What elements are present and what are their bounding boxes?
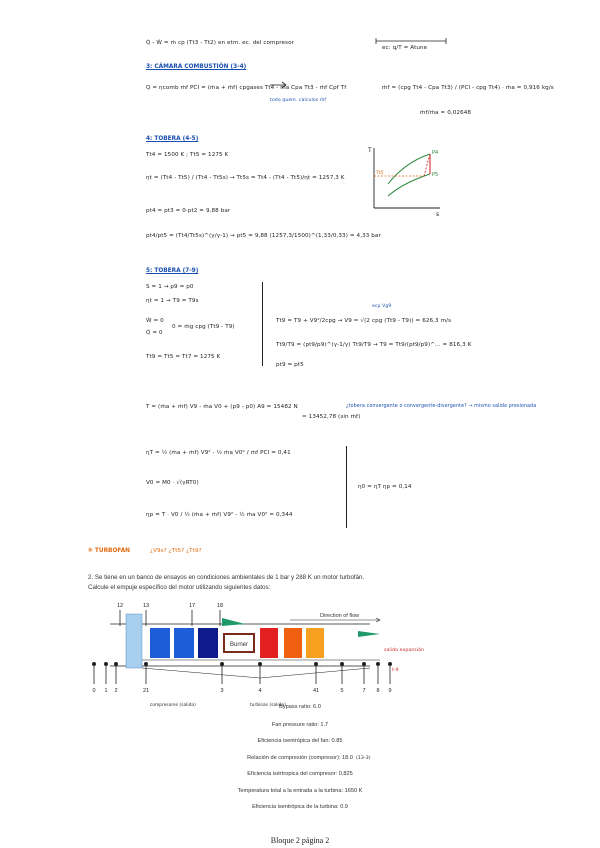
station-dot-9 <box>388 662 391 665</box>
note-energy-equation: Q̇ - Ẇ = ṁ cp (Tt3 - Tt2) en etm. ec. del compresor <box>146 40 294 46</box>
spec-fan-eff: Eficiencia isentrópica del fan: 0.85 <box>257 738 343 744</box>
brace-right <box>346 446 347 528</box>
svg-text:Direction of flow: Direction of flow <box>320 613 360 619</box>
spec-comp-ratio: Relación de compresión (compresor): 18.0 <box>247 755 353 761</box>
note-top-right: ec: q/T = Atune <box>382 45 428 51</box>
station-label-5: 5 <box>340 688 344 694</box>
thrust-note: ¿tobera convergente o convergente-divergente? → mismo salida presionada <box>346 404 537 409</box>
nozzle-tag: ecp Vg9 <box>372 304 392 309</box>
station-dot-41 <box>314 662 317 665</box>
label-compressor: compresores (salida) <box>150 702 196 707</box>
nozzle-line-4: Q̇ = 0 <box>146 330 163 336</box>
station-label-9: 9 <box>388 688 392 694</box>
label-exit: salida expansión <box>384 648 425 653</box>
station-label-3: 3 <box>220 688 224 694</box>
station-dot-0 <box>92 662 95 665</box>
svg-text:Tt5: Tt5 <box>376 171 384 176</box>
station-dot-2 <box>114 662 117 665</box>
spec-comp-eff: Eficiencia isértropica del compresor: 0.825 <box>247 771 353 777</box>
station-label-0: 0 <box>92 688 96 694</box>
station-label-41: 41 <box>312 688 320 694</box>
station-dot-8 <box>376 662 379 665</box>
ts-diagram-sketch <box>368 144 448 216</box>
combustion-equation: Q = ηcomb ṁf PCI = (ṁa + ṁf) cpgases Tt4 - ṁa Cpa Tt3 - ṁf Cpf Tf <box>146 85 347 91</box>
turbine-efficiency: ηt = (Tt4 - Tt5) / (Tt4 - Tt5s) → Tt5s = Tt4 - (Tt4 - Tt5)/ηt = 1257,3 K <box>146 175 345 181</box>
fuel-air-ratio: ṁf/ṁa = 0,02648 <box>420 110 472 116</box>
spec-comp-ratio-note: (13-3) <box>356 756 371 761</box>
svg-text:P4: P4 <box>432 150 439 156</box>
station-dot-1 <box>104 662 107 665</box>
turbofan-diagram <box>80 598 400 698</box>
station-label-7: 7 <box>362 688 366 694</box>
page-footer: Bloque 2 página 2 <box>270 836 330 845</box>
nozzle-static-temp: Tt9/T9 = (pt9/p9)^(γ-1/γ) Tt9/T9 → T9 = Tt9/(pt9/p9)^... = 816,3 K <box>276 342 472 348</box>
spec-tt-inlet: Temperatura total a la entrada a la turbina: 1650 K <box>237 788 363 794</box>
nozzle-line-1: S = 1 → p9 = p0 <box>146 284 194 290</box>
svg-text:s: s <box>436 211 440 218</box>
svg-text:T: T <box>368 147 372 154</box>
fuel-flow-result: ṁf = (cpg Tt4 - Cpa Tt3) / (PCI - cpg Tt4) · ṁa = 0,916 kg/s <box>382 85 554 91</box>
station-label-4: 4 <box>258 688 262 694</box>
station-label-8: 8 <box>376 688 380 694</box>
thrust-equation: T = (ṁa + ṁf) V9 - ṁa V0 + (p9 - p0) A9 = 15482 N <box>146 404 298 410</box>
label-exit-sub: t-9 <box>392 668 399 673</box>
station-dot-4 <box>258 662 261 665</box>
nozzle-line-5: 0 = ṁg cpg (Tt9 - T9) <box>172 324 235 330</box>
station-dot-21 <box>144 662 147 665</box>
station-dot-7 <box>362 662 365 665</box>
svg-text:P5: P5 <box>432 172 439 178</box>
fan-block <box>126 614 142 668</box>
combustion-arrow-note: todo quem. calculos ṁf <box>270 98 327 103</box>
turbine-temps: Tt4 = 1500 K ; Tt5 = 1275 K <box>146 152 229 158</box>
nozzle-line-2: ηt = 1 → T9 = T9s <box>146 298 199 304</box>
station-label-2: 2 <box>114 688 118 694</box>
problem-line-1: 2. Se tiene en un banco de ensayos en condiciones ambientales de 1 bar y 288 K un motor turbofán. <box>88 574 365 581</box>
section-4-title: 4: TOBERA (4-5) <box>146 136 199 142</box>
station-label-12: 12 <box>116 603 124 609</box>
spec-turb-eff: Eficiencia isentrópica de la turbina: 0.9 <box>252 804 348 810</box>
station-label-18: 18 <box>216 603 224 609</box>
turbine-pressure-ratio: pt4/pt5 = (Tt4/Tt5s)^(γ/γ-1) → pt5 = 9,88 (1257,3/1500)^(1,33/0,33) = 4,33 bar <box>146 233 381 239</box>
section-3-title: 3: CÁMARA COMBUSTIÓN (3-4) <box>146 64 247 70</box>
flight-velocity: V0 = M0 · √(γRT0) <box>146 480 199 486</box>
nozzle-line-6: Tt9 = Tt5 = Tt7 = 1275 K <box>146 354 221 360</box>
station-dot-3 <box>220 662 223 665</box>
station-dot-5 <box>340 662 343 665</box>
burner-label: Burner <box>229 642 249 648</box>
station-label-13: 13 <box>142 603 150 609</box>
thrust-without-fuel: ≈ 13452,78 (sin ṁf) <box>302 414 361 420</box>
nozzle-velocity: Tt9 = T9 + V9²/2cpg → V9 = √(2 cpg (Tt9 - T9)) = 626,3 m/s <box>276 318 452 324</box>
overall-efficiency: η0 = ηT ηp = 0,14 <box>358 484 412 490</box>
problem-line-2: Calcule el empuje específico del motor utilizando siguientes datos: <box>88 584 271 591</box>
section-5-title: 5: TOBERA (7-9) <box>146 268 199 274</box>
spec-fan-pr: Fan pressure ratio: 1.7 <box>271 722 329 728</box>
nozzle-line-3: Ẇ = 0 <box>146 318 164 324</box>
turbine-pressure: pt4 = pt3 = 0·pt2 = 9,88 bar <box>146 208 231 214</box>
station-label-1: 1 <box>104 688 108 694</box>
arrow-icon <box>270 80 290 90</box>
label-turbine: turbinas (salida) <box>250 702 286 707</box>
top-axis-line <box>376 36 456 46</box>
station-label-17: 17 <box>188 603 196 609</box>
thermal-efficiency: ηT = ½ (ṁa + ṁf) V9² - ½ ṁa V0² / ṁf PCI = 0,41 <box>146 450 291 456</box>
spec-bypass: Bypass ratio: 6.0 <box>279 704 321 710</box>
brace-left <box>262 282 263 366</box>
section-6-items: ¿V9s? ¿Tt5? ¿Tt9? <box>150 548 202 554</box>
nozzle-pressure: pt9 = pt5 <box>276 362 304 368</box>
station-label-21: 21 <box>142 688 150 694</box>
section-6-title: ⑥ TURBOFAN <box>88 548 131 554</box>
propulsive-efficiency: ηp = T · V0 / ½ (ṁa + ṁf) V9² - ½ ṁa V0² = 0,344 <box>146 512 293 518</box>
